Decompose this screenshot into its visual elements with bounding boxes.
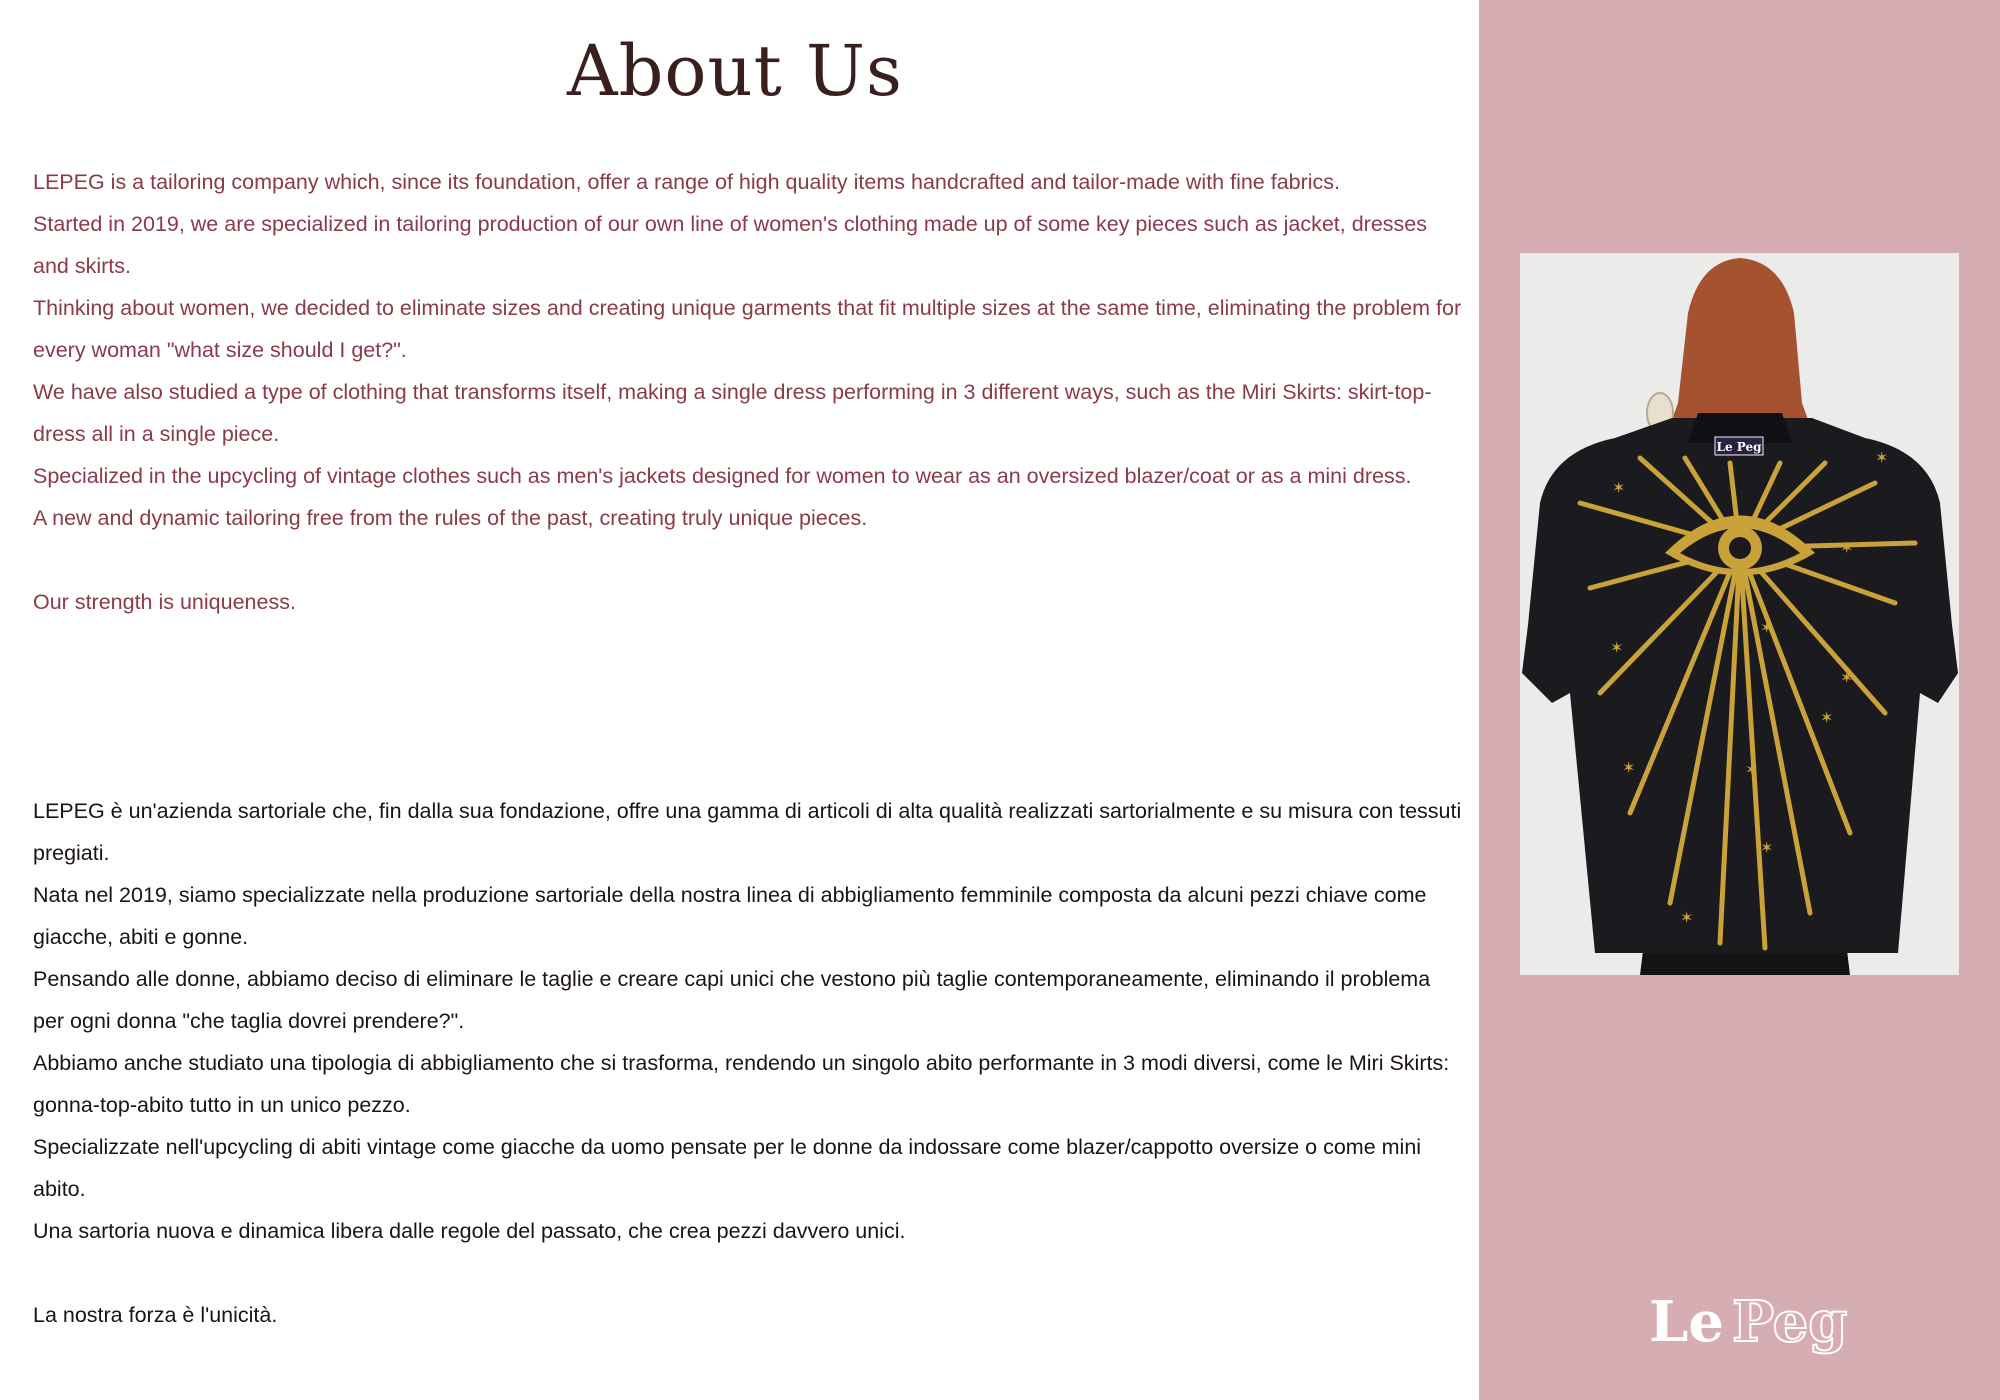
pink-sidebar — [1479, 0, 2000, 1400]
jacket-back-photo — [1520, 253, 1959, 975]
italian-text-block — [33, 790, 1463, 1336]
italian-paragraph: Abbiamo anche studiato una tipologia di abbigliamento che si trasforma, rendendo un singolo abito performante in 3 modi diversi, come le Miri Skirts: gonna-top-abito tutto in un unico pezzo. — [33, 1051, 1450, 1117]
svg-text:✶: ✶ — [1622, 758, 1636, 777]
svg-text:✶: ✶ — [1840, 538, 1854, 557]
jacket-illustration — [1520, 253, 1959, 975]
svg-text:✶: ✶ — [1760, 838, 1774, 857]
italian-tagline: La nostra forza è l'unicità. — [33, 1303, 278, 1327]
svg-text:✶: ✶ — [1760, 618, 1774, 637]
le-peg-logo — [1649, 1290, 1847, 1355]
svg-text:✶: ✶ — [1840, 668, 1854, 687]
page-title: About Us — [567, 30, 903, 112]
english-paragraph: LEPEG is a tailoring company which, since its foundation, offer a range of high quality items handcrafted and tailor-made with fine fabrics. — [33, 170, 1341, 194]
english-paragraph: A new and dynamic tailoring free from the rules of the past, creating truly unique pieces. — [33, 506, 868, 530]
english-tagline: Our strength is uniqueness. — [33, 590, 296, 614]
italian-paragraph: Pensando alle donne, abbiamo deciso di eliminare le taglie e creare capi unici che vestono più taglie contemporaneamente, eliminando il problema per ogni donna "che taglia dovrei prendere?". — [33, 967, 1431, 1033]
logo-le: Le — [1649, 1289, 1725, 1355]
svg-text:✶: ✶ — [1875, 448, 1889, 467]
english-paragraph: Thinking about women, we decided to eliminate sizes and creating unique garments that fit multiple sizes at the same time, eliminating the problem for every woman "what size should I get?". — [33, 296, 1462, 362]
svg-text:✶: ✶ — [1820, 708, 1834, 727]
paragraph-spacer — [33, 539, 1463, 581]
svg-text:✶: ✶ — [1612, 478, 1626, 497]
italian-paragraph: Specializzate nell'upcycling di abiti vintage come giacche da uomo pensate per le donne da indossare come blazer/cappotto oversize o come mini abito. — [33, 1135, 1422, 1201]
svg-text:✶: ✶ — [1680, 908, 1694, 927]
italian-paragraph: Nata nel 2019, siamo specializzate nella produzione sartoriale della nostra linea di abbigliamento femminile composta da alcuni pezzi chiave come giacche, abiti e gonne. — [33, 883, 1427, 949]
logo-peg: Peg — [1732, 1289, 1848, 1355]
jacket-label: Le Peg — [1716, 440, 1762, 454]
english-text-block — [33, 161, 1463, 623]
english-paragraph: We have also studied a type of clothing that transforms itself, making a single dress performing in 3 different ways, such as the Miri Skirts: skirt-top-dress all in a single piece. — [33, 380, 1432, 446]
italian-paragraph: Una sartoria nuova e dinamica libera dalle regole del passato, che crea pezzi davvero unici. — [33, 1219, 906, 1243]
italian-paragraph: LEPEG è un'azienda sartoriale che, fin dalla sua fondazione, offre una gamma di articoli di alta qualità realizzati sartorialmente e su misura con tessuti pregiati. — [33, 799, 1462, 865]
english-paragraph: Specialized in the upcycling of vintage clothes such as men's jackets designed for women to wear as an oversized blazer/coat or as a mini dress. — [33, 464, 1412, 488]
svg-text:✶: ✶ — [1745, 760, 1759, 779]
svg-text:✶: ✶ — [1610, 638, 1624, 657]
english-paragraph: Started in 2019, we are specialized in tailoring production of our own line of women's clothing made up of some key pieces such as jacket, dresses and skirts. — [33, 212, 1428, 278]
paragraph-spacer — [33, 1252, 1463, 1294]
